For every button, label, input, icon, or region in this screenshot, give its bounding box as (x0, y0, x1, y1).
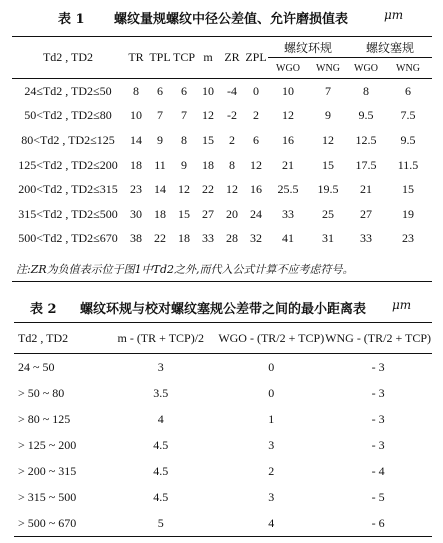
table2-cell: 1 (268, 411, 275, 426)
table1-cell: 33 (360, 231, 372, 246)
table1-cell: 31 (322, 231, 334, 246)
table1-cell: 2 (253, 108, 259, 123)
table1-cell: 12 (282, 108, 294, 123)
table1-cell: 10 (130, 108, 142, 123)
table1-cell: 18 (202, 157, 214, 172)
table2-cell: - 3 (371, 359, 385, 374)
table2-header-wgo: WGO - (TR/2 + TCP) (218, 323, 324, 354)
table1-header-wgo-ring: WGO (276, 62, 300, 74)
table1-cell-range: 125<Td2 , TD2≤200 (18, 157, 118, 172)
table1-header-wng-plug: WNG (396, 62, 420, 74)
table1-cell: 21 (360, 182, 372, 197)
table1-cell: 7 (308, 79, 348, 104)
table2-cell: 3 (157, 359, 164, 374)
table1-cell-range: 200<Td2 , TD2≤315 (18, 182, 118, 197)
table1-cell: -4 (220, 79, 244, 104)
table1-cell: 9.5 (400, 132, 416, 147)
table2-row (14, 484, 432, 510)
table1-cell: 25.5 (277, 182, 299, 197)
table1-cell: 38 (130, 231, 142, 246)
table1-cell: 18 (154, 206, 166, 221)
table1-header-tpl: TPL (148, 37, 172, 79)
table2-cell: > 200 ~ 315 (18, 463, 77, 478)
table2-cell: - 3 (371, 411, 385, 426)
table2-cell: - 3 (371, 385, 385, 400)
table2-cell: 4 (218, 510, 324, 537)
table2-header-wng: WNG - (TR/2 + TCP) (324, 323, 432, 354)
table1-cell: 15 (402, 182, 414, 197)
table1-row (12, 104, 432, 129)
table1-row (12, 128, 432, 153)
table1-cell: 21 (282, 157, 294, 172)
table1-row (12, 177, 432, 202)
table1-cell: 6 (172, 79, 196, 104)
table2-cell: - 6 (324, 510, 432, 537)
table2-header-range: Td2 , TD2 (14, 323, 103, 354)
table1-cell: 20 (226, 206, 238, 221)
table1-cell: 12 (202, 108, 214, 123)
table1-cell: 6 (148, 79, 172, 104)
table2-cell: - 4 (371, 463, 385, 478)
table2-row (14, 406, 432, 432)
table1-header-tr: TR (124, 37, 148, 79)
table1-header-wgo-plug: WGO (354, 62, 378, 74)
table1 (12, 36, 432, 251)
table1-cell: 7.5 (400, 108, 416, 123)
table1-cell: 6 (253, 132, 259, 147)
table1-cell-range: 500<Td2 , TD2≤670 (18, 231, 118, 246)
table2-cell: - 3 (371, 437, 385, 452)
table1-cell: 9.5 (358, 108, 374, 123)
table1-cell: -2 (227, 108, 237, 123)
table2-cell: 0 (268, 385, 275, 400)
table1-cell: 9 (181, 157, 187, 172)
table1-cell: 22 (154, 231, 166, 246)
table1-cell: 6 (384, 79, 432, 104)
table2-row (14, 432, 432, 458)
table2-cell: > 315 ~ 500 (18, 489, 77, 504)
table1-unit: μm (384, 8, 404, 22)
table2-cell: 5 (103, 510, 218, 537)
table2-number: 表 2 (30, 302, 57, 317)
table2-cell: > 125 ~ 200 (18, 437, 77, 452)
table2-cell: 4.5 (153, 463, 169, 478)
table1-header-range: Td2 , TD2 (12, 37, 124, 79)
table1-cell: 18 (130, 157, 142, 172)
table2-cell: 3 (268, 489, 275, 504)
table1-cell-range: 24≤Td2 , TD2≤50 (12, 79, 124, 104)
table1-cell: 33 (202, 231, 214, 246)
table2-cell: - 5 (371, 489, 385, 504)
table1-cell: 8 (181, 132, 187, 147)
table2-cell: 24 ~ 50 (18, 359, 55, 374)
table1-cell: 2 (229, 132, 235, 147)
table1-cell: 15 (202, 132, 214, 147)
table1-cell: 32 (250, 231, 262, 246)
table1-cell: 7 (181, 108, 187, 123)
table1-cell: 9 (157, 132, 163, 147)
table1-cell: 27 (202, 206, 214, 221)
table1-cell: 12 (322, 132, 334, 147)
table1-cell: 12 (178, 182, 190, 197)
table1-cell: 16 (282, 132, 294, 147)
table2-cell: > 500 ~ 670 (14, 510, 103, 537)
table1-header-wng-ring: WNG (316, 62, 340, 74)
table1-cell: 17.5 (355, 157, 377, 172)
table1-row (12, 153, 432, 178)
table1-cell: 11 (154, 157, 166, 172)
table1-cell: 22 (202, 182, 214, 197)
table1-cell: 12.5 (355, 132, 377, 147)
table1-cell: 14 (130, 132, 142, 147)
table1-header-tcp: TCP (172, 37, 196, 79)
table1-note: 注:ZR为负值表示位于图1中Td2之外,而代入公式计算不应考虑符号。 (12, 258, 432, 282)
table2-cell: > 80 ~ 125 (18, 411, 71, 426)
table1-cell: 14 (154, 182, 166, 197)
table1-cell: 11.5 (397, 157, 419, 172)
table2-body (14, 354, 432, 537)
table2-unit: μm (392, 298, 412, 312)
table1-cell: 10 (196, 79, 220, 104)
table1-number: 表 1 (58, 12, 85, 27)
table1-cell: 19 (402, 206, 414, 221)
table2-row (14, 380, 432, 406)
table2-title: 螺纹环规与校对螺纹塞规公差带之间的最小距离表 (80, 302, 367, 317)
table2-row (14, 354, 432, 381)
table1-header-ring-group: 螺纹环规 (268, 37, 348, 58)
table2-header-m: m - (TR + TCP)/2 (103, 323, 218, 354)
table2-cell: 3.5 (153, 385, 169, 400)
table1-cell: 9 (325, 108, 331, 123)
table1-body (12, 79, 432, 252)
table1-cell: 8 (229, 157, 235, 172)
table1-header-m: m (196, 37, 220, 79)
table2-cell: > 50 ~ 80 (18, 385, 65, 400)
table2-cell: 3 (268, 437, 275, 452)
table1-header-plug-group: 螺纹塞规 (348, 37, 432, 58)
table1-cell: 12 (226, 182, 238, 197)
table1-cell: 30 (130, 206, 142, 221)
table1-row (12, 202, 432, 227)
table1-header-zpl: ZPL (244, 37, 268, 79)
table1-cell: 33 (282, 206, 294, 221)
table2-row (14, 458, 432, 484)
table1-row (12, 79, 432, 104)
table1-cell: 16 (250, 182, 262, 197)
table1-cell: 8 (124, 79, 148, 104)
table2 (14, 322, 432, 537)
table1-cell: 28 (226, 231, 238, 246)
table1-cell: 0 (244, 79, 268, 104)
table1-cell-range: 315<Td2 , TD2≤500 (18, 206, 118, 221)
table1-cell: 15 (322, 157, 334, 172)
table1-cell: 19.5 (317, 182, 339, 197)
table2-cell: 4.5 (153, 489, 169, 504)
table1-cell-range: 80<Td2 , TD2≤125 (21, 132, 115, 147)
table1-header-zr: ZR (220, 37, 244, 79)
table1-cell: 18 (178, 231, 190, 246)
table1-cell: 27 (360, 206, 372, 221)
table1-title: 螺纹量规螺纹中径公差值、允许磨损值表 (114, 12, 349, 27)
table1-cell: 25 (322, 206, 334, 221)
table2-cell: 2 (268, 463, 275, 478)
table1-cell-range: 50<Td2 , TD2≤80 (24, 108, 112, 123)
table1-cell: 15 (178, 206, 190, 221)
table1-cell: 23 (402, 231, 414, 246)
table2-row (14, 510, 432, 537)
table1-cell: 12 (250, 157, 262, 172)
table1-cell: 8 (348, 79, 384, 104)
table1-cell: 10 (268, 79, 308, 104)
table1-cell: 23 (130, 182, 142, 197)
table2-cell: 0 (268, 359, 275, 374)
table1-cell: 24 (250, 206, 262, 221)
table1-cell: 7 (157, 108, 163, 123)
table2-cell: 4.5 (153, 437, 169, 452)
table2-cell: 4 (157, 411, 164, 426)
table1-cell: 41 (282, 231, 294, 246)
table1-row (12, 227, 432, 252)
